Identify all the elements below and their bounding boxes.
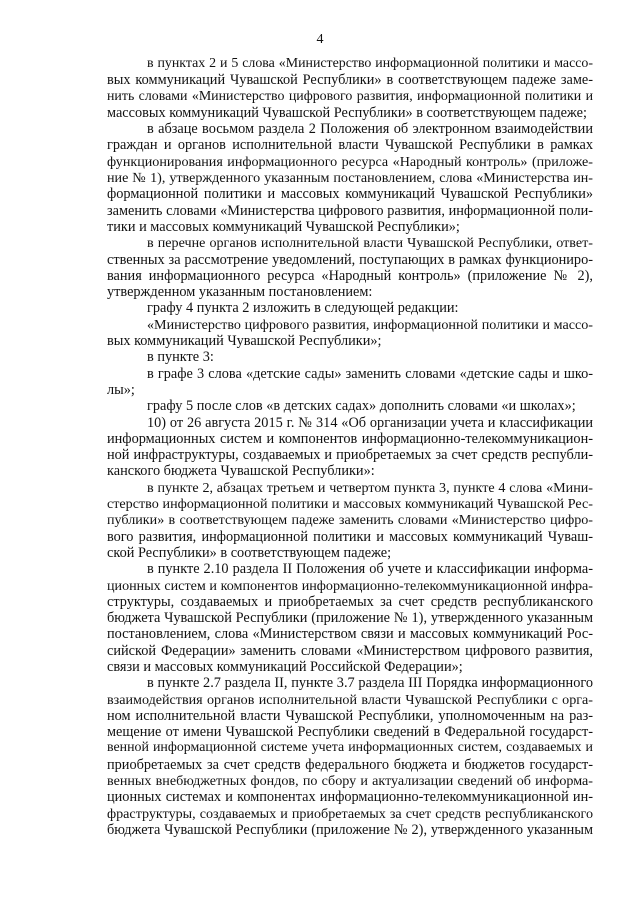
- text-line: графу 4 пункта 2 изложить в следующей редакции:: [147, 300, 459, 317]
- text-line: приобретаемых за счет средств федерального бюджета и бюджетов государст-: [107, 756, 593, 773]
- text-line: «Министерство цифрового развития, информационной политики и массо-: [147, 316, 593, 333]
- text-line: лы»;: [107, 381, 135, 398]
- text-line: взаимодействия органов исполнительной власти Чувашской Республики с орга-: [107, 691, 593, 708]
- text-line: ственных за рассмотрение уведомлений, поступающих в рамках функциониро-: [107, 251, 593, 268]
- text-line: массовых коммуникаций Чувашской Республики» в соответствующем падеже;: [107, 104, 587, 121]
- text-line: бюджета Чувашской Республики (приложение № 1), утвержденного указанным: [107, 610, 593, 627]
- text-line: венной информационной системе учета информационных систем, создаваемых и: [107, 740, 593, 756]
- text-line: нить словами «Министерство цифрового развития, информационной политики и: [107, 88, 593, 104]
- document-body: [107, 56, 593, 838]
- text-line: венных внебюджетных фондов, по сбору и актуализации сведений об информа-: [107, 773, 593, 790]
- text-line: публики» в соответствующем падеже заменить словами «Министерство цифро-: [107, 512, 593, 529]
- text-line: информационных систем и компонентов информационно-телекоммуникацион-: [107, 430, 593, 447]
- text-line: постановлением, слова «Министерством связи и массовых коммуникаций Рос-: [107, 626, 593, 643]
- text-line: в графе 3 слова «детские сады» заменить словами «детские сады и шко-: [147, 365, 593, 382]
- text-line: сийской Федерации» заменить словами «Министерством цифрового развития,: [107, 642, 593, 659]
- text-line: ной инфраструктуры, создаваемых и приобретаемых за счет средств республи-: [107, 447, 593, 464]
- text-line: стерство информационной политики и массовых коммуникаций Чувашской Рес-: [107, 496, 593, 513]
- text-line: вого развития, информационной политики и массовых коммуникаций Чуваш-: [107, 528, 593, 545]
- text-line: ние № 1), утвержденного указанным постановлением, слова «Министерства ин-: [107, 170, 593, 187]
- text-line: ном исполнительной власти Чувашской Республики, уполномоченным на раз-: [107, 707, 593, 724]
- text-line: формационной политики и массовых коммуникаций Чувашской Республики»: [107, 186, 593, 203]
- text-line: графу 5 после слов «в детских садах» дополнить словами «и школах»;: [147, 398, 576, 415]
- text-line: связи и массовых коммуникаций Российской Федерации»;: [107, 658, 463, 675]
- text-line: в пункте 3:: [147, 349, 214, 366]
- text-line: бюджета Чувашской Республики (приложение № 2), утвержденного указанным: [107, 821, 593, 838]
- text-line: мещение от имени Чувашской Республики сведений в Федеральной государст-: [107, 724, 593, 741]
- text-line: ционных систем и компонентов информационно-телекоммуникационной инфра-: [107, 577, 593, 594]
- text-line: утвержденном указанным постановлением:: [107, 284, 373, 301]
- text-line: вания информационного ресурса «Народный контроль» (приложение № 2),: [107, 267, 593, 284]
- text-line: функционирования информационного ресурса «Народный контроль» (приложе-: [107, 153, 593, 170]
- text-line: канского бюджета Чувашской Республики»:: [107, 463, 375, 480]
- text-line: 10) от 26 августа 2015 г. № 314 «Об организации учета и классификации: [147, 414, 593, 431]
- text-line: тики и массовых коммуникаций Чувашской Республики»;: [107, 218, 460, 235]
- text-line: в пункте 2, абзацах третьем и четвертом пункта 3, пункте 4 слова «Мини-: [147, 479, 593, 496]
- text-line: вых коммуникаций Чувашской Республики»;: [107, 333, 382, 350]
- text-line: в пунктах 2 и 5 слова «Министерство информационной политики и массо-: [147, 56, 593, 71]
- text-line: в абзаце восьмом раздела 2 Положения об электронном взаимодействии: [147, 121, 593, 138]
- text-line: фраструктуры, создаваемых и приобретаемых за счет средств республиканского: [107, 805, 593, 822]
- text-line: в пункте 2.10 раздела II Положения об учете и классификации информа-: [147, 561, 593, 578]
- text-line: в перечне органов исполнительной власти Чувашской Республики, ответ-: [147, 235, 593, 252]
- text-line: ской Республики» в соответствующем падеже;: [107, 544, 392, 561]
- text-line: структуры, создаваемых и приобретаемых за счет средств республиканского: [107, 593, 593, 610]
- text-line: вых коммуникаций Чувашской Республики» в соответствующем падеже заме-: [107, 72, 593, 89]
- text-line: ционных системах и компонентах информационно-телекоммуникационной ин-: [107, 789, 593, 806]
- page-number: 4: [316, 32, 324, 47]
- text-line: в пункте 2.7 раздела II, пункте 3.7 раздела III Порядка информационного: [147, 675, 593, 692]
- text-line: граждан и органов исполнительной власти Чувашской Республики в рамках: [107, 137, 593, 154]
- text-line: заменить словами «Министерства цифрового развития, информационной поли-: [107, 202, 593, 219]
